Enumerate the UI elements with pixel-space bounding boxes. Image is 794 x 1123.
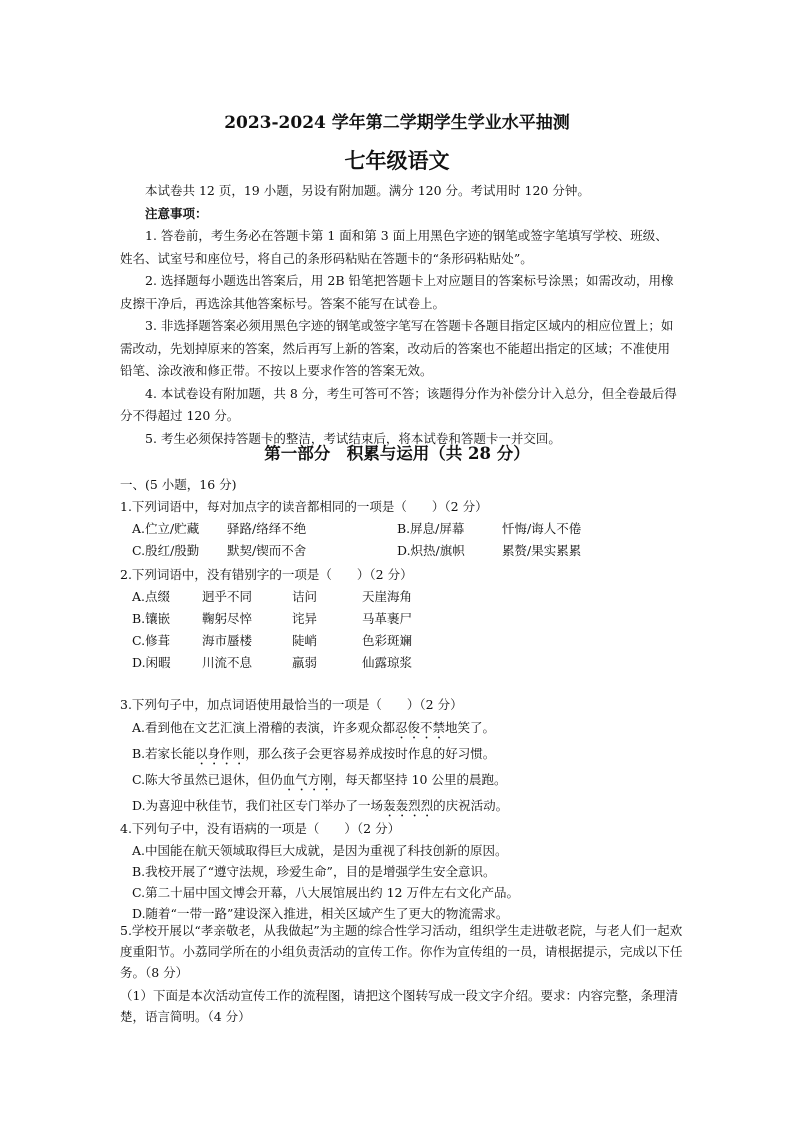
option-a: A.中国能在航天领域取得巨大成就，是因为重视了科技创新的原因。 bbox=[132, 843, 508, 858]
notes-heading: 注意事项： bbox=[145, 205, 208, 221]
exam-summary: 本试卷共 12 页，19 小题，另设有附加题。满分 120 分。考试用时 120 分钟。 bbox=[145, 183, 590, 198]
option-word: 海市蜃楼 bbox=[202, 633, 253, 648]
note-item: 4. 本试卷设有附加题，共 8 分，考生可答可不答；该题得分作为补偿分计入总分，但全卷最后得分不得超过 120 分。 bbox=[120, 385, 677, 423]
option-word: 陡峭 bbox=[292, 633, 318, 648]
question-stem: 4.下列句子中，没有语病的一项是（ ）（2 分） bbox=[120, 821, 401, 836]
section-heading: 一、(5 小题，16 分) bbox=[120, 477, 237, 492]
key-phrase: 忍俊不禁 bbox=[395, 720, 446, 735]
option-c-word1: C.殷红/殷勤 bbox=[132, 543, 200, 558]
option-text: 的庆祝活动。 bbox=[433, 798, 509, 813]
option-a bbox=[120, 716, 690, 742]
option-row bbox=[120, 540, 690, 562]
question-5 bbox=[120, 920, 690, 1027]
option-word: C.修葺 bbox=[132, 633, 171, 648]
option-text: ，每天都坚持 10 公里的晨跑。 bbox=[332, 772, 507, 787]
option-word: 羸弱 bbox=[292, 655, 318, 670]
option-row bbox=[120, 630, 690, 652]
option-word: 鞠躬尽悴 bbox=[202, 611, 253, 626]
question-stem: 5.学校开展以“孝亲敬老，从我做起”为主题的综合性学习活动，组织学生走进敬老院，与老人们一起欢度重阳节。小荔同学所在的小组负责活动的宣传工作。你作为宣传组的一员，请根据提示，完成以下任务。（8 分） bbox=[120, 923, 683, 980]
option-word: 川流不息 bbox=[202, 655, 253, 670]
option-text: ，那么孩子会更容易养成按时作息的好习惯。 bbox=[245, 746, 496, 761]
option-a-word1: A.伫立/贮藏 bbox=[132, 521, 200, 536]
sub-question-1: （1）下面是本次活动宣传工作的流程图，请把这个图转写成一段文字介绍。要求：内容完整，条理清楚，语言简明。（4 分） bbox=[120, 988, 678, 1024]
option-text: 地笑了。 bbox=[445, 720, 496, 735]
option-a-word2: 驿路/络绎不绝 bbox=[227, 521, 307, 536]
key-phrase: 以身作则 bbox=[195, 746, 246, 761]
option-row bbox=[120, 518, 690, 540]
option-b: B.我校开展了“遵守法规，珍爱生命”，目的是增强学生安全意识。 bbox=[132, 864, 496, 879]
option-row bbox=[120, 586, 690, 608]
option-word: 色彩斑斓 bbox=[362, 633, 413, 648]
question-4 bbox=[120, 818, 690, 924]
option-d-word2: 累赘/果实累累 bbox=[502, 543, 582, 558]
option-word: 仙露琼浆 bbox=[362, 655, 413, 670]
option-word: 诧异 bbox=[292, 611, 318, 626]
option-b bbox=[120, 742, 690, 768]
option-text: D.为喜迎中秋佳节，我们社区专门举办了一场 bbox=[132, 798, 384, 813]
note-item: 3. 非选择题答案必须用黑色字迹的钢笔或签字笔写在答题卡各题目指定区域内的相应位置上；如需改动，先划掉原来的答案，然后再写上新的答案，改动后的答案也不能超出指定的区域；不准使用铅笔、涂改液和修正带。不按以上要求作答的答案无效。 bbox=[120, 318, 674, 378]
question-stem: 2.下列词语中，没有错别字的一项是（ ）（2 分） bbox=[120, 567, 413, 582]
option-c: C.第二十届中国文博会开幕，八大展馆展出约 12 万件左右文化产品。 bbox=[132, 885, 519, 900]
note-item: 1. 答卷前，考生务必在答题卡第 1 面和第 3 面上用黑色字迹的钢笔或签字笔填写学校、班级、姓名、试室号和座位号，将自己的条形码粘贴在答题卡的“条形码粘贴处”。 bbox=[120, 228, 668, 266]
option-d: D.随着“一带一路”建设深入推进，相关区域产生了更大的物流需求。 bbox=[132, 906, 509, 921]
option-word: 天崖海角 bbox=[362, 589, 413, 604]
note-item: 2. 选择题每小题选出答案后，用 2B 铅笔把答题卡上对应题目的答案标号涂黑；如需改动，用橡皮擦干净后，再选涂其他答案标号。答案不能写在试卷上。 bbox=[120, 273, 674, 311]
option-d-word1: D.炽热/旗帜 bbox=[397, 543, 465, 558]
option-c-word2: 默契/锲而不舍 bbox=[227, 543, 307, 558]
option-text: C.陈大爷虽然已退休，但仍 bbox=[132, 772, 283, 787]
note-item: 5. 考生必须保持答题卡的整洁，考试结束后，将本试卷和答题卡一并交回。 bbox=[145, 430, 561, 446]
subject-title: 七年级语文 bbox=[344, 148, 450, 173]
option-word: 迥乎不同 bbox=[202, 589, 253, 604]
option-word: D.闲暇 bbox=[132, 655, 171, 670]
option-word: 马革裹尸 bbox=[362, 611, 413, 626]
option-word: B.镶嵌 bbox=[132, 611, 171, 626]
option-text: A.看到他在文艺汇演上滑稽的表演，许多观众都 bbox=[132, 720, 396, 735]
question-stem: 1.下列词语中，每对加点字的读音都相同的一项是（ ）（2 分） bbox=[120, 499, 488, 514]
key-phrase: 轰轰烈烈 bbox=[383, 798, 434, 813]
option-text: B.若家长能 bbox=[132, 746, 196, 761]
option-b-word1: B.屏息/屏幕 bbox=[397, 521, 465, 536]
option-d bbox=[120, 794, 690, 820]
option-c bbox=[120, 768, 690, 794]
question-stem: 3.下列句子中，加点词语使用最恰当的一项是（ ）（2 分） bbox=[120, 697, 463, 712]
option-row bbox=[120, 608, 690, 630]
instructions bbox=[120, 180, 680, 450]
question-3 bbox=[120, 694, 690, 820]
exam-title: 2023-2024 学年第二学期学生学业水平抽测 bbox=[224, 113, 570, 133]
option-word: A.点缀 bbox=[132, 589, 171, 604]
option-b-word2: 忏悔/诲人不倦 bbox=[502, 521, 582, 536]
key-phrase: 血气方刚 bbox=[282, 772, 333, 787]
question-1 bbox=[120, 474, 690, 562]
option-word: 诘问 bbox=[292, 589, 318, 604]
question-2 bbox=[120, 564, 690, 674]
part-one-heading: 第一部分 积累与运用（共 28 分） bbox=[264, 444, 530, 463]
option-row bbox=[120, 652, 690, 674]
